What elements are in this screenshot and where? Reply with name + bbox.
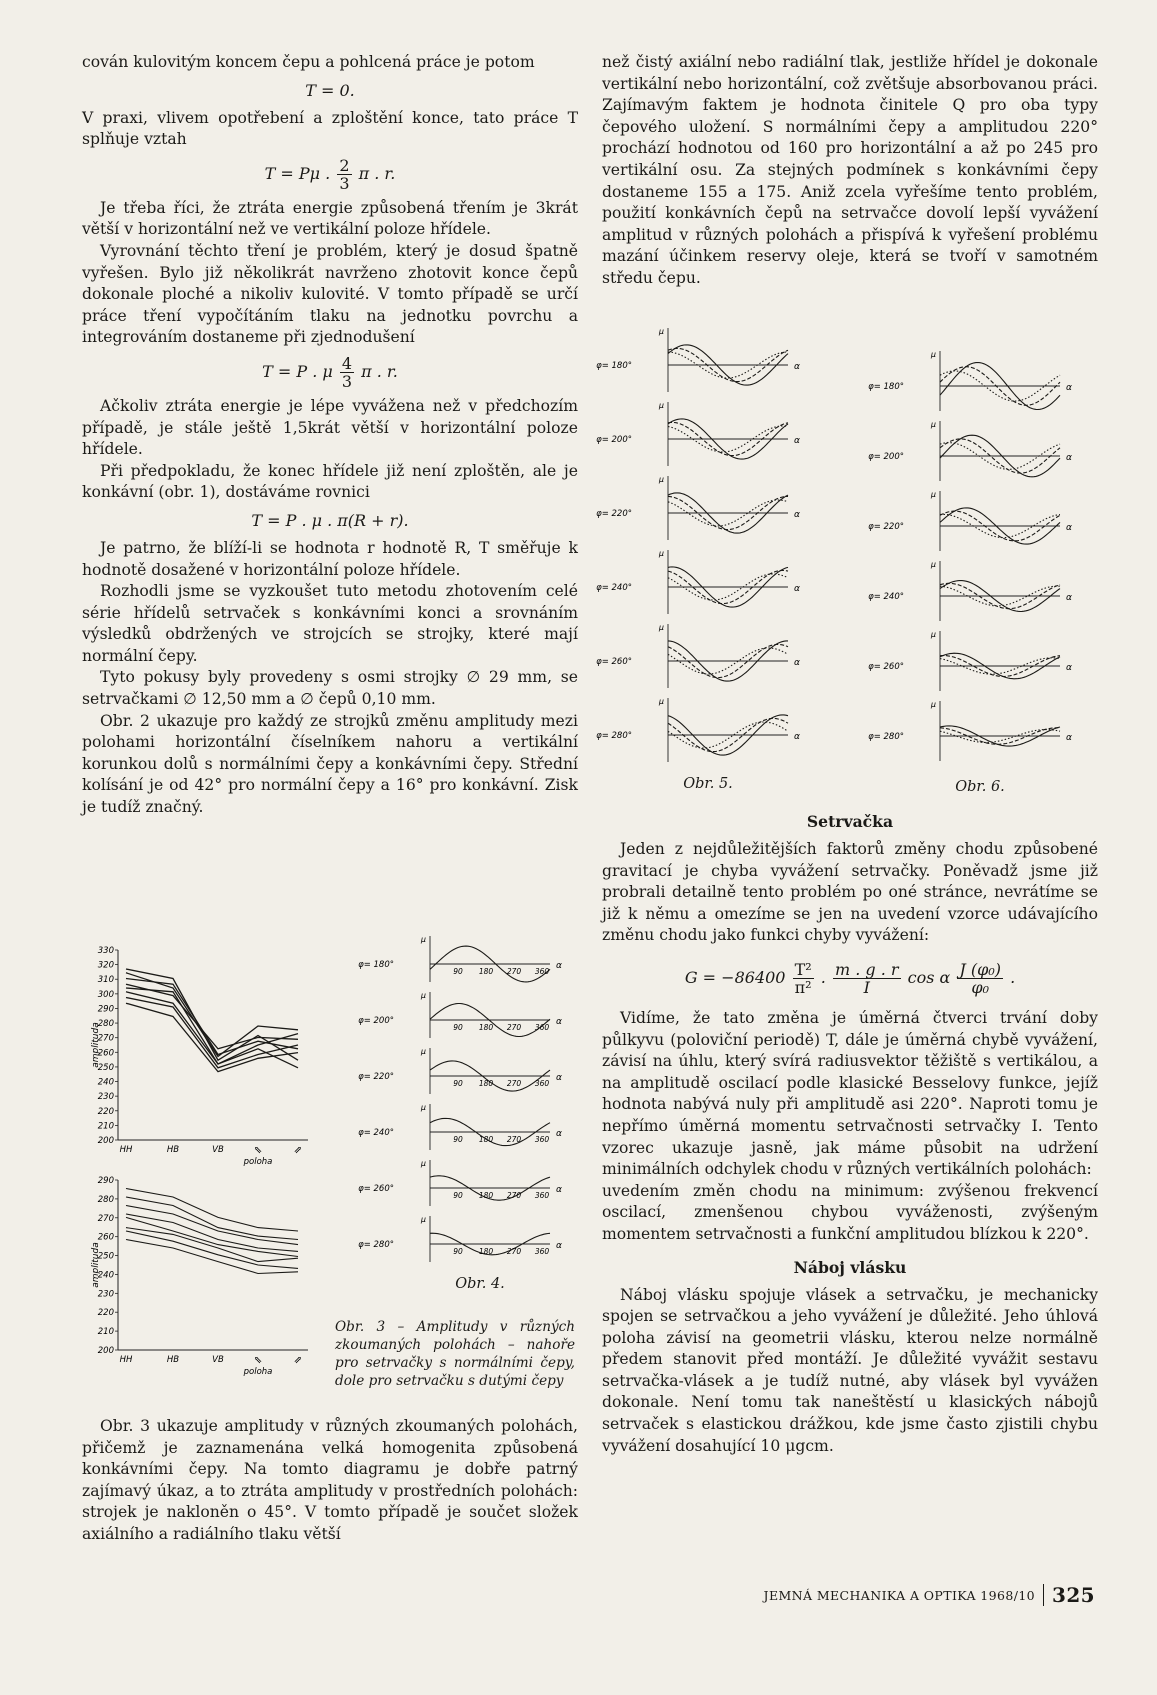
x-tick-label: VB: [212, 1355, 224, 1365]
y-tick-label: 310: [97, 975, 114, 986]
journal-name: JEMNÁ MECHANIKA A OPTIKA 1968/10: [763, 1587, 1036, 1603]
footer-divider: [1043, 1584, 1044, 1606]
y-tick-label: 250: [97, 1062, 114, 1073]
page-number: 325: [1052, 1583, 1095, 1607]
right-column-bottom: [602, 804, 1098, 1457]
mu-label: μ: [658, 549, 664, 558]
x-tick-label: 360: [534, 1191, 550, 1200]
equation-t-concave: T = P . μ . π(R + r).: [251, 510, 409, 530]
x-tick-label: 270: [506, 1191, 522, 1200]
mu-label: μ: [420, 1047, 426, 1056]
alpha-label: α: [794, 362, 800, 372]
x-tick-label: 180: [478, 1023, 494, 1032]
y-tick-label: 260: [97, 1048, 114, 1059]
panel-phi-label: φ= 200°: [358, 1016, 394, 1026]
x-tick-label: 90: [453, 1191, 463, 1200]
y-tick-label: 250: [97, 1251, 114, 1262]
panel-phi-label: φ= 200°: [596, 435, 632, 445]
panel-phi-label: φ= 180°: [358, 960, 394, 970]
y-tick-label: 270: [97, 1033, 114, 1044]
figure-5-graph: [596, 322, 808, 772]
alpha-label: α: [1066, 733, 1072, 743]
x-tick-label: 90: [453, 1079, 463, 1088]
mu-label: μ: [930, 560, 936, 569]
y-tick-label: 220: [97, 1308, 114, 1319]
x-axis-label: poloha: [243, 1157, 273, 1167]
figure-3-graph: [88, 940, 328, 1400]
paragraph: Rozhodli jsme se vyzkoušet tuto metodu zhotovením celé série hřídelů setrvaček s konkávními konci a srovnáním výsledků obdržených ve strojcích se strojky, které mají normální čepy.: [82, 582, 578, 665]
x-tick-label: HH: [119, 1355, 133, 1365]
y-axis-label: amplituda: [91, 1242, 101, 1288]
panel-phi-label: φ= 220°: [596, 509, 632, 519]
mu-label: μ: [658, 697, 664, 706]
fraction-denominator: π²: [794, 977, 812, 997]
alpha-label: α: [556, 1073, 562, 1083]
figure-6-graph: [868, 345, 1100, 775]
x-tick-label: HH: [119, 1145, 133, 1155]
section-heading-naboj-vlasku: Náboj vlásku: [793, 1257, 907, 1277]
x-tick-label: 360: [534, 1023, 550, 1032]
y-tick-label: 220: [97, 1106, 114, 1117]
left-column: [82, 52, 578, 819]
mu-label: μ: [930, 420, 936, 429]
panel-phi-label: φ= 260°: [596, 657, 632, 667]
y-tick-label: 210: [97, 1327, 114, 1338]
y-tick-label: 230: [97, 1092, 114, 1103]
paragraph: Obr. 2 ukazuje pro každý ze strojků změnu amplitudy mezi polohami horizontální číselníkem nahoru a vertikální korunkou dolů s normálními čepy a konkávními čepy. Střední kolísání je od 42° pro normální čepy a 16° pro konkávní. Zisk je tudíž značný.: [82, 711, 578, 817]
panel-phi-label: φ= 280°: [868, 732, 904, 742]
figure-5-caption: Obr. 5.: [683, 776, 733, 792]
figure-6: [868, 345, 1100, 795]
x-tick-label: 180: [478, 1247, 494, 1256]
paragraph: Tyto pokusy byly provedeny s osmi strojky ∅ 29 mm, se setrvačkami ∅ 12,50 mm a ∅ čepů 0,10 mm.: [82, 668, 578, 709]
x-tick-label: 270: [506, 1135, 522, 1144]
y-tick-label: 290: [97, 1004, 114, 1015]
inclined-position-arrow: ⇗: [293, 1145, 303, 1156]
y-tick-label: 240: [97, 1270, 114, 1281]
panel-phi-label: φ= 280°: [358, 1240, 394, 1250]
figure-4-caption: Obr. 4.: [455, 1276, 505, 1292]
alpha-label: α: [556, 1129, 562, 1139]
amplitude-line: [126, 998, 298, 1068]
panel-phi-label: φ= 220°: [868, 522, 904, 532]
mu-label: μ: [658, 475, 664, 484]
panel-phi-label: φ= 220°: [358, 1072, 394, 1082]
alpha-label: α: [794, 510, 800, 520]
figure-3-caption: Obr. 3 – Amplitudy v různých zkoumaných polohách – nahoře pro setrvačky s normálními čepy, dole pro setrvačku s dutými čepy: [335, 1319, 575, 1389]
mu-label: μ: [930, 490, 936, 499]
mu-label: μ: [658, 401, 664, 410]
figure-5: [596, 322, 808, 792]
x-tick-label: 270: [506, 1247, 522, 1256]
inclined-position-arrow: ⇖: [253, 1145, 263, 1156]
mu-label: μ: [930, 350, 936, 359]
figure-3-caption-block: [335, 1318, 575, 1390]
y-tick-label: 230: [97, 1289, 114, 1300]
paragraph: Ačkoliv ztráta energie je lépe vyvážena než v předchozím případě, je stále ještě 1,5krát větší v horizontální poloze hřídele.: [82, 396, 578, 459]
alpha-label: α: [794, 436, 800, 446]
figure-4-graph: [358, 930, 580, 1270]
fraction-denominator: 3: [341, 371, 353, 391]
panel-phi-label: φ= 200°: [868, 452, 904, 462]
y-tick-label: 270: [97, 1213, 114, 1224]
mu-label: μ: [420, 1103, 426, 1112]
equation-lhs: G = −86400: [684, 967, 786, 987]
panel-phi-label: φ= 260°: [868, 662, 904, 672]
x-tick-label: 90: [453, 967, 463, 976]
paragraph: uvedením změn chodu na minimum: zvýšenou frekvencí oscilací, zmenšenou chybou vyváženosti, zvýšeným momentem setrvačnosti a funkční amplitudou blízkou k 220°.: [602, 1181, 1098, 1243]
x-tick-label: HB: [166, 1145, 180, 1155]
y-tick-label: 260: [97, 1232, 114, 1243]
x-tick-label: VB: [212, 1145, 224, 1155]
y-axis-label: amplituda: [91, 1022, 101, 1068]
paragraph: než čistý axiální nebo radiální tlak, jestliže hřídel je dokonale vertikální nebo horizontální, což zvětšuje absorbovanou práci. Zajímavým faktem je hodnota činitele Q pro oba typy čepového uložení. S normálními čepy a amplitudou 220° prochází hodnotou od 160 pro horizontální a až po 245 pro vertikální osu. Za stejných podmínek s konkávními čepy dostaneme 155 a 175. Aniž zcela vyřešíme tento problém, použití konkávních čepů na setrvačce dovolí lepší vyvážení amplitud v různých polohách a přispívá k vyřešení problému mazání účinkem reservy oleje, která se tvoří v samotném středu čepu.: [602, 53, 1098, 287]
equation-lhs: T = P . μ: [262, 361, 333, 381]
fraction-numerator: T²: [794, 959, 812, 979]
x-tick-label: 180: [478, 967, 494, 976]
panel-phi-label: φ= 260°: [358, 1184, 394, 1194]
paragraph: Je patrno, že blíží-li se hodnota r hodnotě R, T směřuje k hodnotě dosažené v horizontální poloze hřídele.: [82, 538, 578, 579]
alpha-label: α: [794, 732, 800, 742]
section-heading-setrvacka: Setrvačka: [806, 812, 894, 831]
alpha-label: α: [1066, 453, 1072, 463]
mu-label: μ: [420, 1159, 426, 1168]
x-axis-label: poloha: [243, 1367, 273, 1377]
y-tick-label: 200: [97, 1136, 114, 1146]
y-tick-label: 200: [97, 1346, 114, 1356]
mu-label: μ: [930, 700, 936, 709]
paragraph: Vidíme, že tato změna je úměrná čtverci trvání doby půlkyvu (poloviční periodě) T, dále je úměrná chybě vyvážení, závisí na úhlu, který svírá radiusvektor těžiště s vertikálou, a na amplitudě oscilací podle klasické Besselovy funkce, jejíž hodnota nabývá nuly při amplitudě asi 220°. Naproti tomu je nepřímo úměrná momentu setrvačnosti setrvačky I. Tento vzorec ukazuje jasně, jak máme působit na udržení minimálních odchylek chodu v různých vertikálních polohách:: [602, 1008, 1098, 1179]
x-tick-label: HB: [166, 1355, 180, 1365]
equation-lhs: T = Pμ .: [264, 163, 331, 183]
x-tick-label: 360: [534, 967, 550, 976]
fraction-denominator: I: [863, 977, 870, 997]
inclined-position-arrow: ⇗: [293, 1355, 303, 1366]
alpha-label: α: [1066, 383, 1072, 393]
alpha-label: α: [1066, 523, 1072, 533]
x-tick-label: 180: [478, 1135, 494, 1144]
paragraph: cován kulovitým koncem čepu a pohlcená práce je potom: [82, 53, 535, 71]
equation-mid: cos α: [907, 967, 951, 987]
fraction-denominator: 3: [339, 173, 350, 193]
x-tick-label: 360: [534, 1247, 550, 1256]
equation-rhs: π . r.: [361, 361, 398, 381]
alpha-label: α: [1066, 593, 1072, 603]
panel-phi-label: φ= 280°: [596, 731, 632, 741]
amplitude-line: [126, 1240, 298, 1274]
figure-4: [358, 930, 580, 1292]
y-tick-label: 280: [97, 1194, 114, 1205]
panel-phi-label: φ= 180°: [596, 361, 632, 371]
figure-6-caption: Obr. 6.: [955, 779, 1005, 795]
paragraph: Náboj vlásku spojuje vlásek a setrvačku, je mechanicky spojen se setrvačkou a jeho vyvážení je důležité. Jeho úhlová poloha závisí na geometrii vlásku, kterou nelze normálně předem stanovit před montáží. Je důležité vyvážit sestavu setrvačka-vlásek a je tudíž nutné, aby vlásek byl vyvážen dokonale. Není tomu tak naneštěstí u klasických nábojů setrvaček s elastickou drážkou, kde jsme často zjistili chybu vyvážení dosahující 10 μgcm.: [602, 1285, 1098, 1455]
y-tick-label: 300: [97, 989, 114, 1000]
mu-label: μ: [658, 623, 664, 632]
fraction-numerator: J (φ₀): [959, 959, 1002, 979]
amplitude-line: [126, 984, 298, 1049]
fraction-numerator: m . g . r: [834, 959, 899, 979]
amplitude-line: [126, 1003, 298, 1071]
page-footer: [764, 1583, 1095, 1607]
x-tick-label: 90: [453, 1247, 463, 1256]
equation-t-zero: T = 0.: [305, 80, 355, 100]
x-tick-label: 270: [506, 1079, 522, 1088]
right-column-top: [602, 52, 1098, 290]
fraction-numerator: 4: [341, 353, 353, 373]
mu-label: μ: [930, 630, 936, 639]
alpha-label: α: [556, 1241, 562, 1251]
equation-rhs: π . r.: [358, 163, 396, 183]
alpha-label: α: [794, 584, 800, 594]
figure-3: [88, 940, 328, 1400]
mu-label: μ: [420, 935, 426, 944]
paragraph: Při předpokladu, že konec hřídele již není zploštěn, ale je konkávní (obr. 1), dostáváme rovnici: [82, 461, 578, 502]
x-tick-label: 270: [506, 967, 522, 976]
paragraph: V praxi, vlivem opotřebení a zploštění konce, tato práce T splňuje vztah: [82, 108, 578, 149]
panel-phi-label: φ= 240°: [358, 1128, 394, 1138]
equation-g: G = −86400 $\frac{\text{T²}}{\text{π²}}$ . $\frac{m . g . r}{I}$ cos α $\frac{\text{J (φ₀)}}{\text{φ₀}}$ .: [684, 959, 1016, 997]
x-tick-label: 180: [478, 1191, 494, 1200]
x-tick-label: 360: [534, 1135, 550, 1144]
alpha-label: α: [1066, 663, 1072, 673]
y-tick-label: 290: [97, 1176, 114, 1186]
x-tick-label: 360: [534, 1079, 550, 1088]
y-tick-label: 240: [97, 1077, 114, 1088]
paragraph: Obr. 3 ukazuje amplitudy v různých zkoumaných polohách, přičemž je zaznamenána velká homogenita způsobená konkávními čepy. Na tomto diagramu je dobře patrný zajímavý úkaz, a to ztráta amplitudy v prostředních polohách: strojek je nakloněn o 45°. V tomto případě je součet složek axiálního a radiálního tlaku větší: [82, 1417, 578, 1543]
fraction-denominator: φ₀: [971, 977, 990, 997]
amplitude-line: [126, 988, 298, 1064]
panel-phi-label: φ= 240°: [868, 592, 904, 602]
alpha-label: α: [556, 1017, 562, 1027]
panel-phi-label: φ= 180°: [868, 382, 904, 392]
paragraph: Je třeba říci, že ztráta energie způsobená třením je 3krát větší v horizontální než ve vertikální poloze hřídele.: [82, 198, 578, 239]
inclined-position-arrow: ⇖: [253, 1355, 263, 1366]
panel-phi-label: φ= 240°: [596, 583, 632, 593]
alpha-label: α: [794, 658, 800, 668]
mu-label: μ: [658, 327, 664, 336]
alpha-label: α: [556, 1185, 562, 1195]
y-tick-label: 330: [97, 946, 114, 956]
y-tick-label: 280: [97, 1019, 114, 1030]
x-tick-label: 90: [453, 1023, 463, 1032]
fraction-numerator: 2: [339, 155, 350, 175]
equation-t-flat: [82, 157, 578, 192]
left-column-bottom: [82, 1416, 578, 1546]
y-tick-label: 320: [97, 960, 114, 971]
paragraph: Vyrovnání těchto tření je problém, který je dosud špatně vyřešen. Bylo již několikrát navrženo zhotovit konce čepů dokonale ploché a nikoliv kulovité. V tomto případě se určí práce tření vypočítáním tlaku na jednotku povrchu a integrováním dostaneme při zjednodušení: [82, 241, 578, 347]
mu-label: μ: [420, 1215, 426, 1224]
equation-t-plane: [82, 355, 578, 390]
x-tick-label: 270: [506, 1023, 522, 1032]
paragraph: Jeden z nejdůležitějších faktorů změny chodu způsobené gravitací je chyba vyvážení setrvačky. Poněvadž jsme již probrali detailně tento problém po oné stránce, nevrátíme se již k němu a omezíme se jen na uvedení vzorce udávajícího změnu chodu jako funkci chyby vyvážení:: [602, 840, 1098, 945]
alpha-label: α: [556, 961, 562, 971]
y-tick-label: 210: [97, 1121, 114, 1132]
x-tick-label: 90: [453, 1135, 463, 1144]
x-tick-label: 180: [478, 1079, 494, 1088]
mu-label: μ: [420, 991, 426, 1000]
